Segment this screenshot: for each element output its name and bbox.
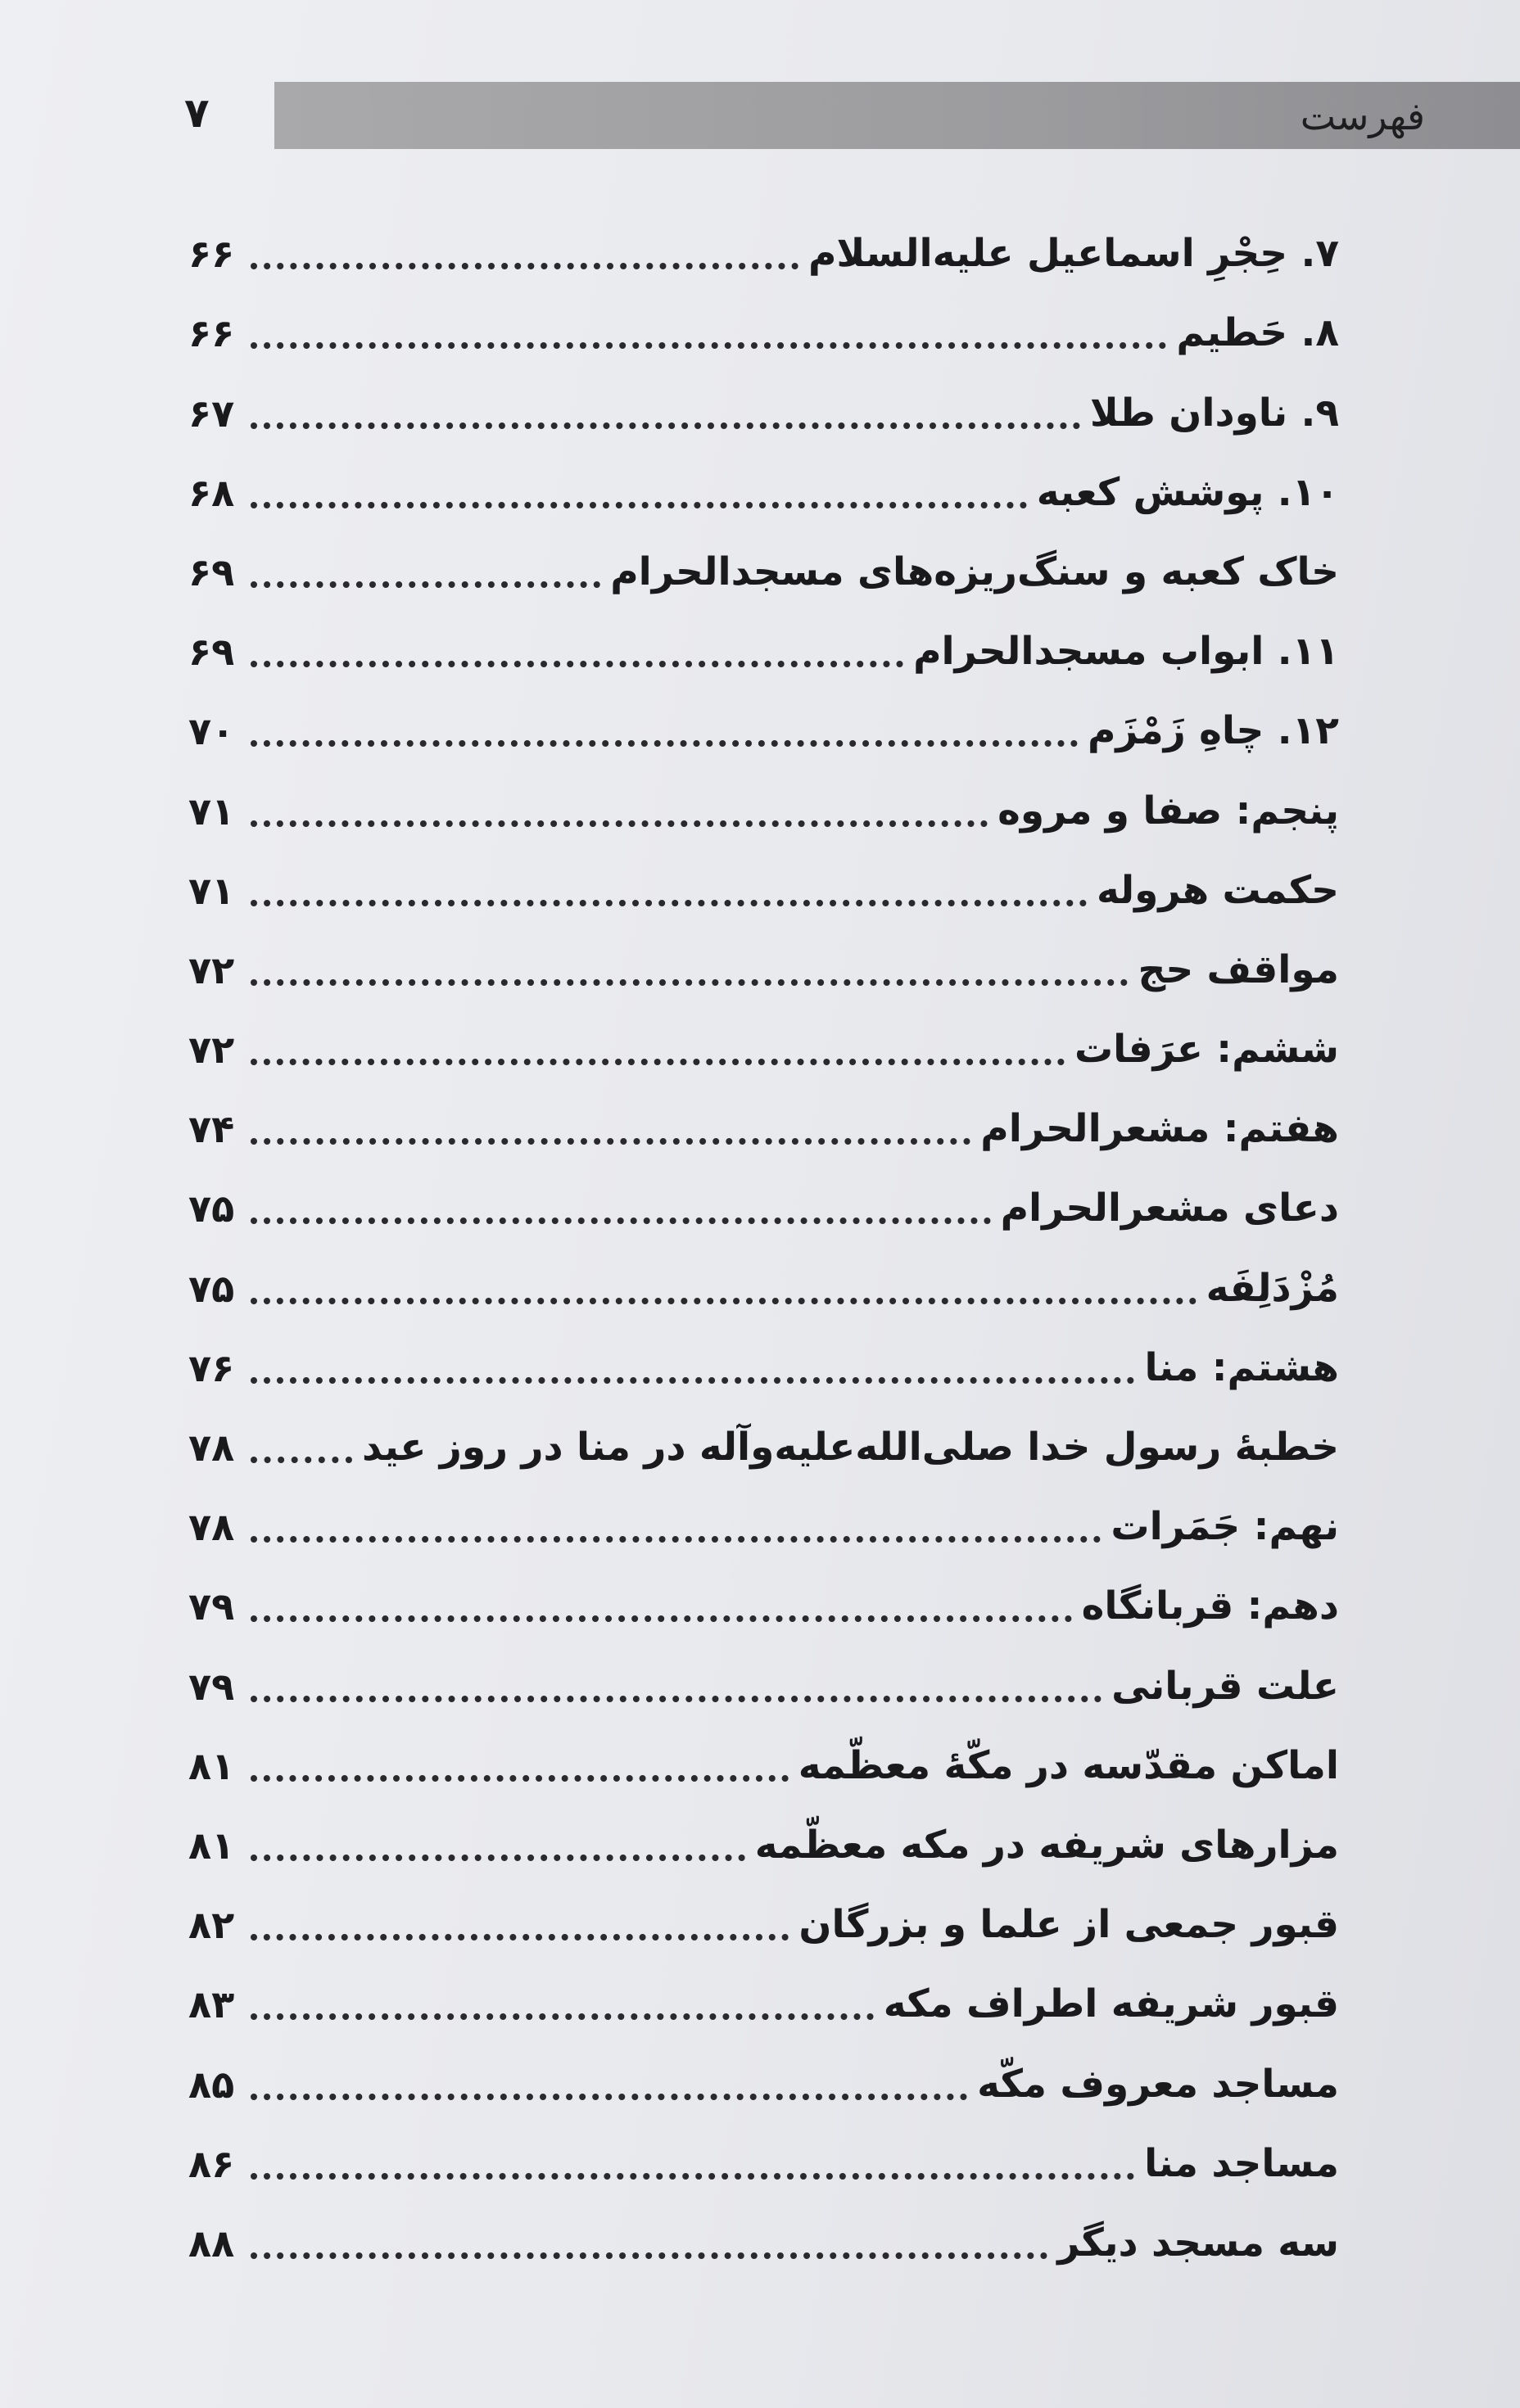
toc-entry-page: ۸۵ <box>188 2062 235 2107</box>
toc-entry-page: ۶۶ <box>188 311 235 356</box>
toc-entry-title: مساجد معروف مکّه <box>977 2061 1339 2107</box>
toc-entry <box>188 838 1339 918</box>
toc-entry-title: ۱۱. ابواب مسجدالحرام <box>913 629 1339 675</box>
toc-entry-title: هفتم: مشعرالحرام <box>980 1106 1339 1152</box>
toc-entry <box>188 1156 1339 1236</box>
toc-entry-page: ۷۵ <box>188 1186 235 1231</box>
toc-entry-page: ۸۲ <box>188 1903 235 1948</box>
toc-entry-title: اماکن مقدّسه در مکّهٔ معظّمه <box>798 1742 1339 1788</box>
toc-entry-title: نهم: جَمَرات <box>1111 1504 1339 1550</box>
dot-leader <box>251 1775 789 1782</box>
dot-leader <box>251 900 1087 906</box>
toc-entry <box>188 440 1339 520</box>
toc-entry <box>188 1236 1339 1315</box>
dot-leader <box>251 342 1166 349</box>
toc-entry-title: هشتم: منا <box>1144 1344 1339 1390</box>
toc-entry-page: ۷۲ <box>188 1028 235 1073</box>
toc-entry-title: مزارهای شریفه در مکه معظّمه <box>754 1822 1339 1868</box>
toc-entry-title: ۷. حِجْرِ اسماعیل علیه‌السلام <box>808 231 1339 277</box>
dot-leader <box>251 2252 1047 2259</box>
toc-entry <box>188 1633 1339 1713</box>
toc-entry-title: خطبهٔ رسول خدا صلی‌الله‌علیه‌وآله در منا در روز عید <box>361 1425 1339 1470</box>
toc-entry <box>188 2191 1339 2270</box>
toc-entry <box>188 1077 1339 1156</box>
dot-leader <box>251 2013 874 2020</box>
dot-leader <box>251 1059 1065 1065</box>
toc-entry-title: ۹. ناودان طلا <box>1089 390 1339 436</box>
toc-entry-title: قبور جمعی از علما و بزرگان <box>798 1902 1339 1948</box>
toc-entry-page: ۸۶ <box>188 2141 235 2186</box>
toc-entry-page: ۶۸ <box>188 470 235 515</box>
toc-entry-page: ۷۹ <box>188 1664 235 1709</box>
toc-entry <box>188 2112 1339 2191</box>
toc-entry-page: ۷۹ <box>188 1584 235 1629</box>
dot-leader <box>251 1457 352 1463</box>
toc-entry <box>188 599 1339 679</box>
toc-entry <box>188 1793 1339 1873</box>
toc-entry-title: ششم: عرَفات <box>1074 1027 1339 1073</box>
toc-entry <box>188 520 1339 599</box>
toc-entry-title: خاک کعبه و سنگ‌ریزه‌های مسجدالحرام <box>610 549 1339 594</box>
toc-entry <box>188 1873 1339 1952</box>
toc-entry <box>188 1952 1339 2031</box>
toc-entry-title: سه مسجد دیگر <box>1057 2220 1339 2266</box>
dot-leader <box>251 2094 967 2100</box>
toc-entry-title: دهم: قربانگاه <box>1081 1583 1339 1629</box>
toc-entry <box>188 201 1339 281</box>
toc-entry <box>188 758 1339 838</box>
toc-entry <box>188 1714 1339 1793</box>
toc-entry-title: مواقف حج <box>1138 946 1339 992</box>
toc-entry-page: ۷۵ <box>188 1266 235 1311</box>
toc-entry-title: مساجد منا <box>1144 2140 1339 2186</box>
dot-leader <box>251 1536 1101 1543</box>
toc-entry <box>188 918 1339 997</box>
toc-entry <box>188 1554 1339 1633</box>
dot-leader <box>251 661 903 667</box>
toc-entry-page: ۶۹ <box>188 549 235 594</box>
dot-leader <box>251 1855 745 1861</box>
toc-entry-page: ۷۰ <box>188 709 235 754</box>
dot-leader <box>251 820 988 827</box>
dot-leader <box>251 1615 1072 1622</box>
toc-entry <box>188 1316 1339 1395</box>
dot-leader <box>251 1934 789 1940</box>
toc-entry-title: دعای مشعرالحرام <box>1000 1186 1339 1231</box>
page-title: فهرست <box>1300 94 1425 138</box>
dot-leader <box>251 1696 1102 1702</box>
toc-entry-page: ۸۱ <box>188 1823 235 1868</box>
toc-entry-title: ۱۰. پوشش کعبه <box>1036 469 1339 515</box>
dot-leader <box>251 1218 991 1224</box>
toc-entry-page: ۸۳ <box>188 1982 235 2027</box>
dot-leader <box>251 979 1128 986</box>
toc-entry-title: حکمت هروله <box>1096 867 1339 913</box>
dot-leader <box>251 263 798 269</box>
toc-entry <box>188 281 1339 360</box>
toc-entry-title: ۱۲. چاهِ زَمْزَم <box>1087 708 1339 754</box>
toc-entry-page: ۷۱ <box>188 868 235 913</box>
dot-leader <box>251 1138 970 1145</box>
page-number: ۷ <box>184 89 210 137</box>
table-of-contents <box>188 201 1339 2270</box>
toc-entry-page: ۶۹ <box>188 630 235 675</box>
dot-leader <box>251 2173 1134 2180</box>
toc-entry-page: ۷۶ <box>188 1345 235 1390</box>
toc-entry-page: ۸۱ <box>188 1743 235 1788</box>
toc-entry-title: ۸. حَطیم <box>1176 310 1339 356</box>
toc-entry <box>188 679 1339 758</box>
toc-entry-page: ۷۸ <box>188 1505 235 1550</box>
toc-entry-page: ۷۱ <box>188 788 235 834</box>
header-bar <box>274 82 1520 149</box>
dot-leader <box>251 502 1027 508</box>
toc-entry-page: ۷۲ <box>188 947 235 992</box>
dot-leader <box>251 1377 1134 1384</box>
toc-entry <box>188 360 1339 440</box>
toc-entry-page: ۷۸ <box>188 1425 235 1470</box>
dot-leader <box>251 422 1080 429</box>
dot-leader <box>251 740 1078 747</box>
toc-entry-page: ۶۷ <box>188 391 235 436</box>
toc-entry-title: پنجم: صفا و مروه <box>998 788 1339 834</box>
toc-entry-page: ۶۶ <box>188 232 235 277</box>
toc-entry <box>188 1395 1339 1475</box>
toc-entry <box>188 2031 1339 2111</box>
toc-entry <box>188 997 1339 1077</box>
dot-leader <box>251 1298 1197 1304</box>
toc-entry-page: ۸۸ <box>188 2221 235 2266</box>
toc-entry <box>188 1475 1339 1554</box>
toc-entry-title: علت قربانی <box>1111 1663 1339 1709</box>
toc-entry-title: مُزْدَلِفَه <box>1206 1265 1339 1311</box>
toc-entry-title: قبور شریفه اطراف مکه <box>883 1981 1339 2027</box>
toc-entry-page: ۷۴ <box>188 1107 235 1152</box>
dot-leader <box>251 581 600 588</box>
